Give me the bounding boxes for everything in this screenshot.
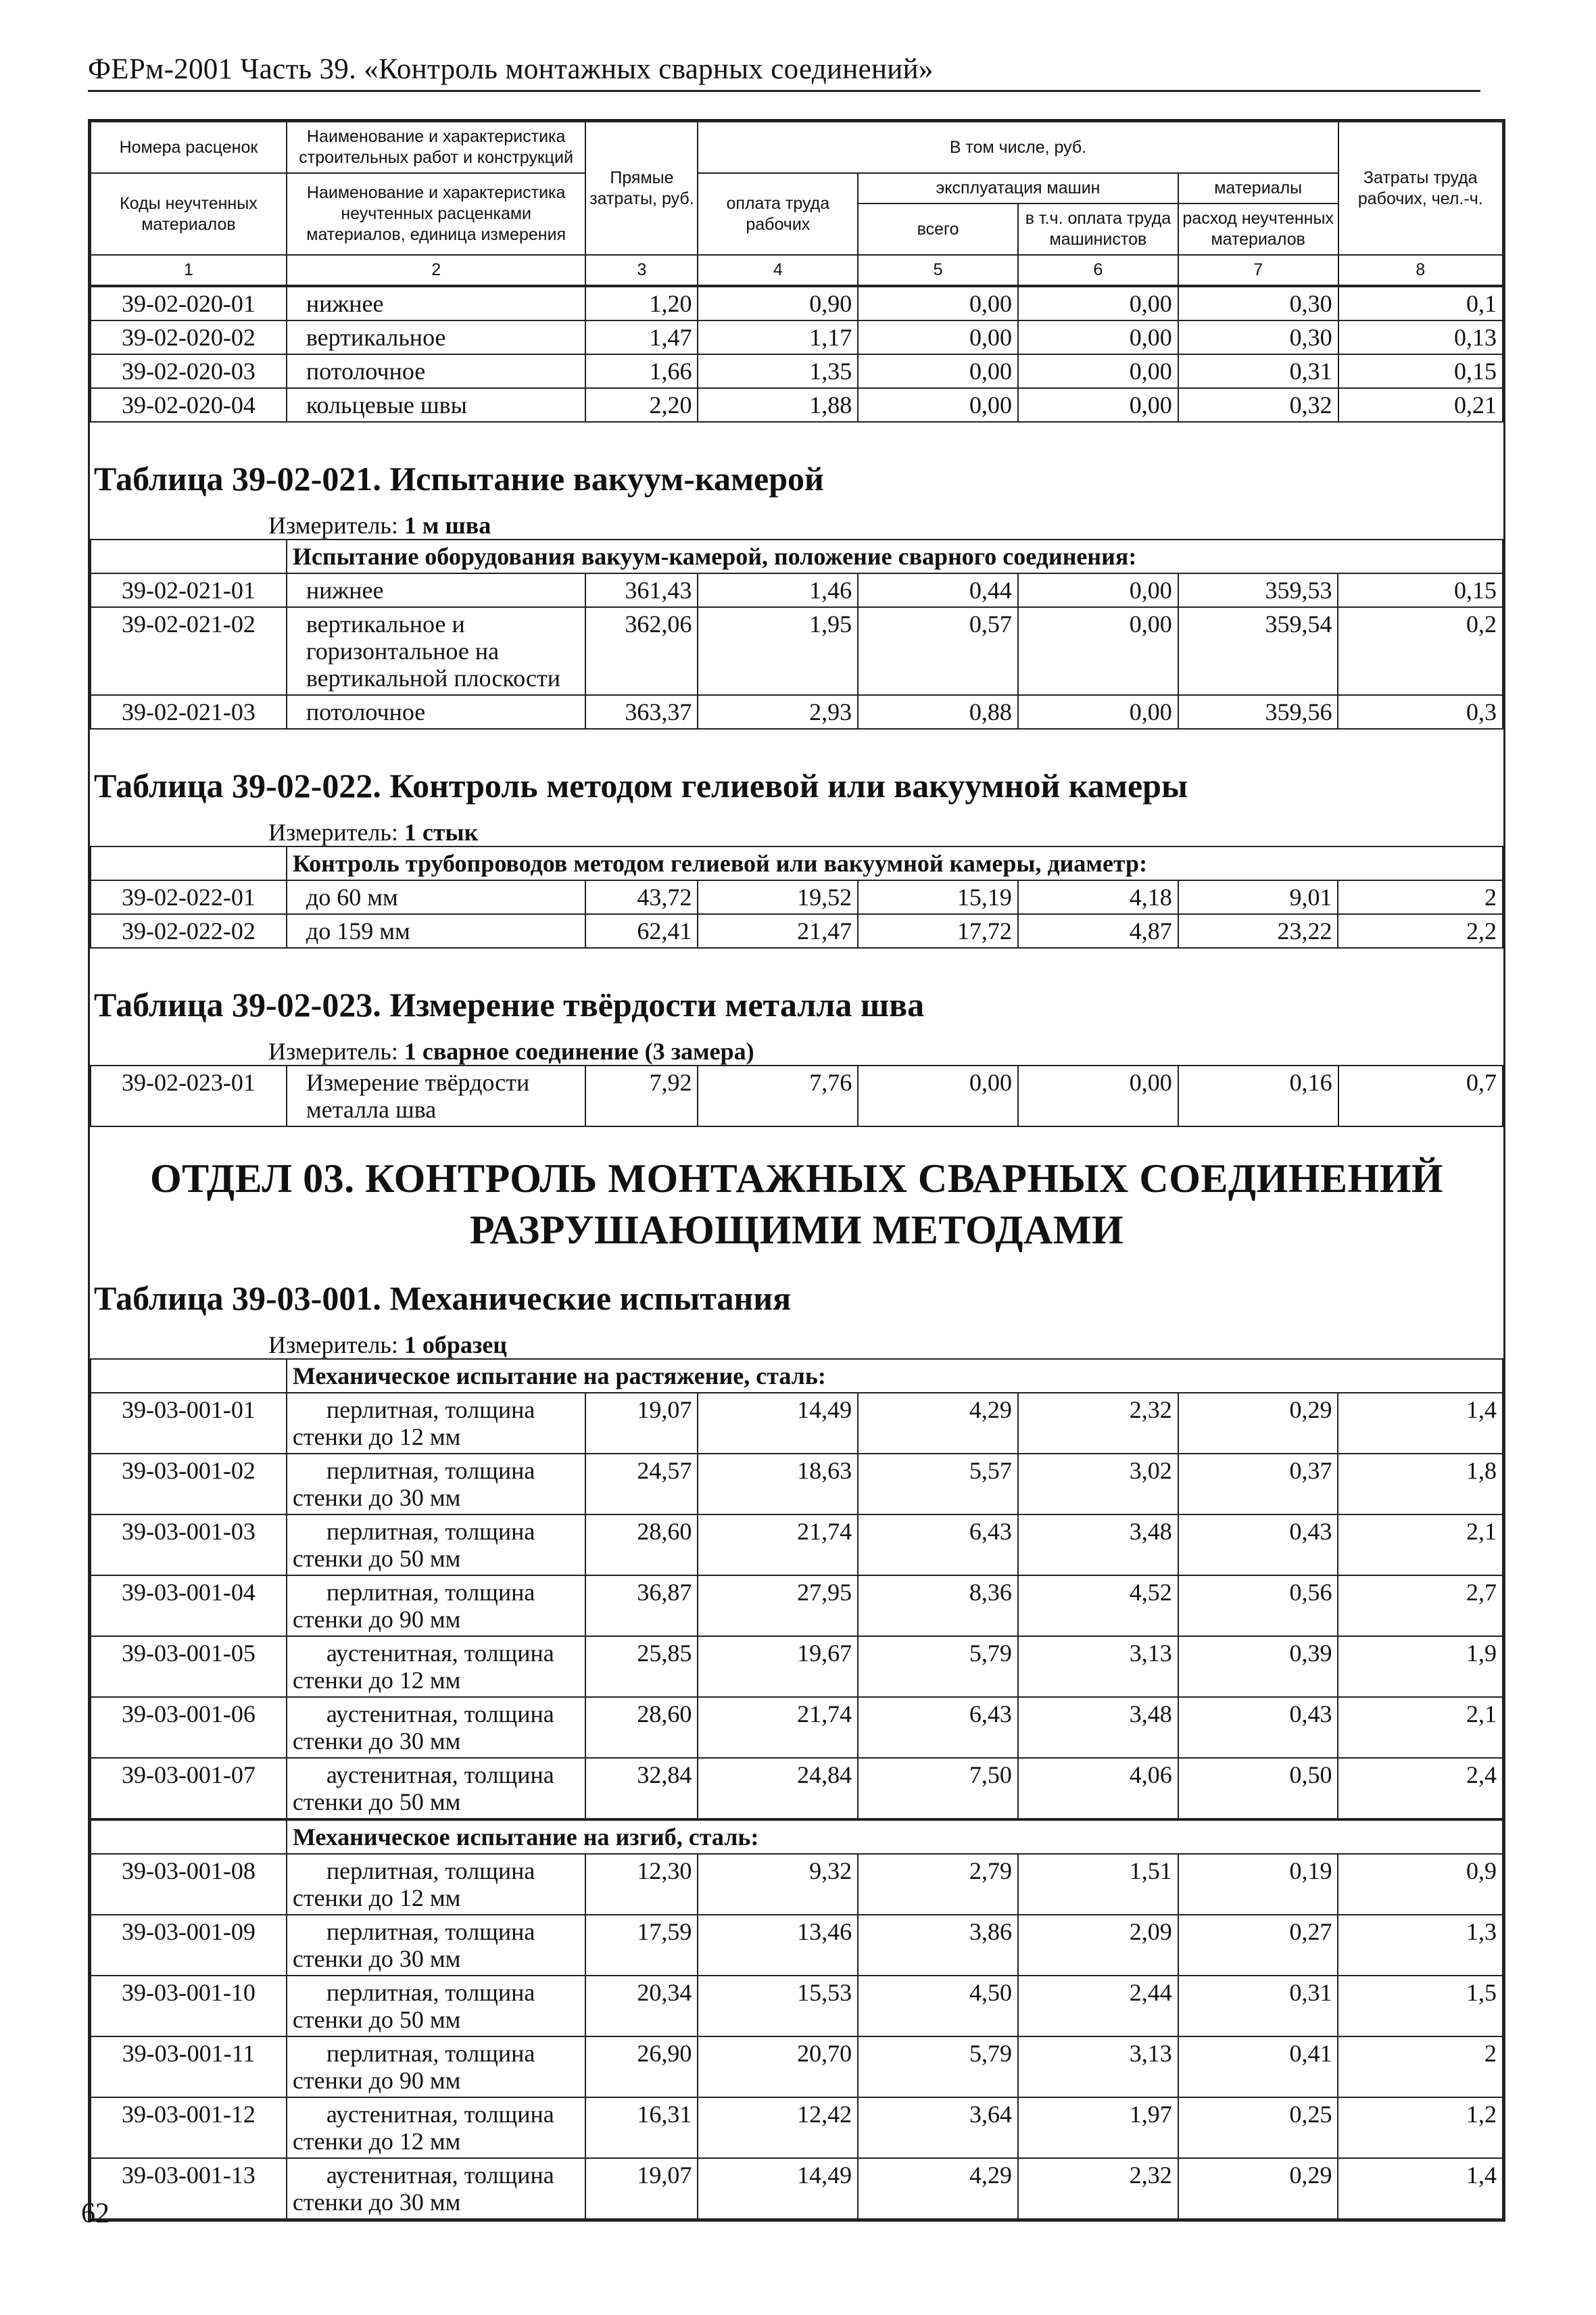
- worker-pay-value: 1,35: [698, 354, 858, 388]
- direct-costs-value: 12,30: [585, 1854, 698, 1915]
- operator-pay-value: 0,00: [1018, 695, 1178, 729]
- unit-line: [90, 819, 1497, 846]
- materials-cost-value: 0,32: [1178, 388, 1338, 422]
- table-row: [91, 1454, 1503, 1514]
- rate-code: 39-03-001-10: [91, 1976, 287, 2036]
- column-header-table: [90, 121, 1503, 286]
- work-name: перлитная, толщина стенки до 50 мм: [287, 1976, 586, 2036]
- column-number: 6: [1018, 255, 1178, 285]
- operator-pay-value: 0,00: [1018, 607, 1178, 695]
- subsection-heading-row: [91, 1820, 1503, 1854]
- section-39-03-001: [90, 1277, 1503, 1358]
- worker-pay-value: 0,90: [698, 287, 858, 320]
- table-39-02-020: [90, 286, 1503, 423]
- rate-code: 39-02-021-01: [91, 573, 287, 607]
- labor-hours-value: 0,7: [1338, 1066, 1503, 1126]
- rate-code: 39-03-001-07: [91, 1758, 287, 1819]
- work-name: нижнее: [287, 287, 586, 320]
- worker-pay-value: 19,67: [698, 1636, 858, 1697]
- unit-label: Измеритель:: [268, 1331, 398, 1358]
- work-name: перлитная, толщина стенки до 12 мм: [287, 1393, 586, 1454]
- materials-cost-value: 0,30: [1178, 287, 1338, 320]
- subsection-blank-cell: [91, 846, 287, 880]
- rate-code: 39-02-020-03: [91, 354, 287, 388]
- labor-hours-value: 1,5: [1338, 1976, 1503, 2036]
- direct-costs-value: 7,92: [585, 1066, 698, 1126]
- machines-total-value: 0,00: [858, 320, 1018, 354]
- work-name: аустенитная, толщина стенки до 50 мм: [287, 1758, 586, 1819]
- operator-pay-value: 0,00: [1018, 1066, 1178, 1126]
- direct-costs-value: 20,34: [585, 1976, 698, 2036]
- direct-costs-value: 25,85: [585, 1636, 698, 1697]
- column-number: 2: [287, 255, 586, 285]
- materials-cost-value: 0,30: [1178, 320, 1338, 354]
- direct-costs-value: 26,90: [585, 2036, 698, 2097]
- materials-cost-value: 0,29: [1178, 1393, 1338, 1454]
- rate-code: 39-02-021-03: [91, 695, 287, 729]
- worker-pay-value: 15,53: [698, 1976, 858, 2036]
- labor-hours-value: 1,4: [1338, 2158, 1503, 2219]
- table-39-02-021: [90, 539, 1503, 730]
- worker-pay-value: 13,46: [698, 1915, 858, 1976]
- worker-pay-value: 12,42: [698, 2097, 858, 2158]
- worker-pay-value: 21,74: [698, 1514, 858, 1575]
- work-name: перлитная, толщина стенки до 50 мм: [287, 1514, 586, 1575]
- direct-costs-value: 1,66: [585, 354, 698, 388]
- materials-cost-value: 0,19: [1178, 1854, 1338, 1915]
- table-39-02-022: [90, 846, 1503, 949]
- header-material-codes: Коды неучтенных материалов: [91, 173, 287, 255]
- machines-total-value: 4,50: [858, 1976, 1018, 2036]
- rate-code: 39-03-001-05: [91, 1636, 287, 1697]
- table-row: [91, 320, 1503, 354]
- direct-costs-value: 19,07: [585, 1393, 698, 1454]
- header-worker-pay: оплата труда рабочих: [698, 173, 858, 255]
- worker-pay-value: 1,88: [698, 388, 858, 422]
- machines-total-value: 8,36: [858, 1575, 1018, 1636]
- direct-costs-value: 32,84: [585, 1758, 698, 1819]
- rate-code: 39-03-001-11: [91, 2036, 287, 2097]
- subsection-heading-row: [91, 540, 1503, 573]
- worker-pay-value: 21,74: [698, 1697, 858, 1758]
- work-name: вертикальное: [287, 320, 586, 354]
- work-name: перлитная, толщина стенки до 90 мм: [287, 2036, 586, 2097]
- operator-pay-value: 2,09: [1018, 1915, 1178, 1976]
- labor-hours-value: 0,3: [1338, 695, 1503, 729]
- machines-total-value: 2,79: [858, 1854, 1018, 1915]
- header-rate-numbers: Номера расценок: [91, 122, 287, 173]
- work-name: перлитная, толщина стенки до 12 мм: [287, 1854, 586, 1915]
- column-number: 4: [698, 255, 858, 285]
- table-row: [91, 1976, 1503, 2036]
- labor-hours-value: 1,4: [1338, 1393, 1503, 1454]
- machines-total-value: 0,00: [858, 354, 1018, 388]
- operator-pay-value: 3,02: [1018, 1454, 1178, 1514]
- labor-hours-value: 0,1: [1338, 287, 1503, 320]
- direct-costs-value: 2,20: [585, 388, 698, 422]
- operator-pay-value: 0,00: [1018, 388, 1178, 422]
- materials-cost-value: 0,56: [1178, 1575, 1338, 1636]
- work-name: аустенитная, толщина стенки до 30 мм: [287, 1697, 586, 1758]
- table-row: [91, 1915, 1503, 1976]
- machines-total-value: 6,43: [858, 1697, 1018, 1758]
- work-name: перлитная, толщина стенки до 90 мм: [287, 1575, 586, 1636]
- table-row: [91, 287, 1503, 320]
- labor-hours-value: 1,3: [1338, 1915, 1503, 1976]
- table-row: [91, 1514, 1503, 1575]
- subsection-blank-cell: [91, 540, 287, 573]
- operator-pay-value: 4,52: [1018, 1575, 1178, 1636]
- table-row: [91, 1697, 1503, 1758]
- direct-costs-value: 1,20: [585, 287, 698, 320]
- worker-pay-value: 27,95: [698, 1575, 858, 1636]
- machines-total-value: 5,57: [858, 1454, 1018, 1514]
- column-number: 1: [91, 255, 287, 285]
- work-name: нижнее: [287, 573, 586, 607]
- operator-pay-value: 0,00: [1018, 287, 1178, 320]
- table-row: [91, 2158, 1503, 2219]
- materials-cost-value: 359,53: [1178, 573, 1338, 607]
- unit-line: [90, 1038, 1497, 1065]
- table-row: [91, 607, 1503, 695]
- worker-pay-value: 1,95: [698, 607, 858, 695]
- machines-total-value: 7,50: [858, 1758, 1018, 1819]
- materials-cost-value: 0,27: [1178, 1915, 1338, 1976]
- labor-hours-value: 2,1: [1338, 1514, 1503, 1575]
- work-name: кольцевые швы: [287, 388, 586, 422]
- subsection-heading: Механическое испытание на изгиб, сталь:: [287, 1820, 1503, 1854]
- direct-costs-value: 362,06: [585, 607, 698, 695]
- materials-cost-value: 359,54: [1178, 607, 1338, 695]
- table-39-03-001-bend: [90, 1819, 1503, 2220]
- labor-hours-value: 0,15: [1338, 354, 1503, 388]
- labor-hours-value: 2,7: [1338, 1575, 1503, 1636]
- unit-label: Измеритель:: [268, 819, 398, 846]
- unit-value: 1 м шва: [404, 512, 491, 539]
- machines-total-value: 3,86: [858, 1915, 1018, 1976]
- table-row: [91, 695, 1503, 729]
- work-name: аустенитная, толщина стенки до 30 мм: [287, 2158, 586, 2219]
- labor-hours-value: 0,9: [1338, 1854, 1503, 1915]
- materials-cost-value: 0,31: [1178, 1976, 1338, 2036]
- unit-value: 1 образец: [404, 1331, 508, 1358]
- operator-pay-value: 1,51: [1018, 1854, 1178, 1915]
- work-name: потолочное: [287, 695, 586, 729]
- labor-hours-value: 2: [1338, 2036, 1503, 2097]
- table-row: [91, 914, 1503, 948]
- operator-pay-value: 4,06: [1018, 1758, 1178, 1819]
- materials-cost-value: 23,22: [1178, 914, 1338, 948]
- worker-pay-value: 1,17: [698, 320, 858, 354]
- labor-hours-value: 1,9: [1338, 1636, 1503, 1697]
- direct-costs-value: 24,57: [585, 1454, 698, 1514]
- rate-code: 39-03-001-12: [91, 2097, 287, 2158]
- materials-cost-value: 0,25: [1178, 2097, 1338, 2158]
- operator-pay-value: 1,97: [1018, 2097, 1178, 2158]
- column-number: 8: [1338, 255, 1503, 285]
- work-name: аустенитная, толщина стенки до 12 мм: [287, 1636, 586, 1697]
- running-head: ФЕРм-2001 Часть 39. «Контроль монтажных сварных соединений»: [88, 53, 1480, 92]
- operator-pay-value: 3,48: [1018, 1514, 1178, 1575]
- header-including: В том числе, руб.: [698, 122, 1338, 173]
- section-39-02-021: [90, 423, 1503, 539]
- rate-code: 39-03-001-13: [91, 2158, 287, 2219]
- materials-cost-value: 0,39: [1178, 1636, 1338, 1697]
- section-39-02-023: [90, 949, 1503, 1065]
- machines-total-value: 0,00: [858, 287, 1018, 320]
- operator-pay-value: 3,13: [1018, 1636, 1178, 1697]
- operator-pay-value: 2,32: [1018, 1393, 1178, 1454]
- worker-pay-value: 21,47: [698, 914, 858, 948]
- subsection-blank-cell: [91, 1820, 287, 1854]
- machines-total-value: 0,88: [858, 695, 1018, 729]
- worker-pay-value: 20,70: [698, 2036, 858, 2097]
- direct-costs-value: 363,37: [585, 695, 698, 729]
- machines-total-value: 15,19: [858, 880, 1018, 914]
- operator-pay-value: 2,32: [1018, 2158, 1178, 2219]
- worker-pay-value: 9,32: [698, 1854, 858, 1915]
- header-direct-costs: Прямые затраты, руб.: [585, 122, 698, 255]
- rate-code: 39-03-001-02: [91, 1454, 287, 1514]
- unit-label: Измеритель:: [268, 1038, 398, 1065]
- unit-line: [90, 1331, 1497, 1358]
- machines-total-value: 17,72: [858, 914, 1018, 948]
- work-name: до 60 мм: [287, 880, 586, 914]
- subsection-blank-cell: [91, 1359, 287, 1393]
- table-title: Таблица 39-02-021. Испытание вакуум-камерой: [94, 460, 824, 498]
- rate-code: 39-02-020-02: [91, 320, 287, 354]
- work-name: вертикальное и горизонтальное на вертикальной плоскости: [287, 607, 586, 695]
- materials-cost-value: 9,01: [1178, 880, 1338, 914]
- operator-pay-value: 4,18: [1018, 880, 1178, 914]
- worker-pay-value: 1,46: [698, 573, 858, 607]
- unit-line: [90, 512, 1497, 539]
- materials-cost-value: 0,29: [1178, 2158, 1338, 2219]
- direct-costs-value: 361,43: [585, 573, 698, 607]
- operator-pay-value: 3,13: [1018, 2036, 1178, 2097]
- header-machines-total: всего: [858, 204, 1018, 255]
- table-row: [91, 2097, 1503, 2158]
- table-row: [91, 573, 1503, 607]
- machines-total-value: 0,00: [858, 1066, 1018, 1126]
- unit-value: 1 сварное соединение (3 замера): [404, 1038, 754, 1065]
- table-row: [91, 2036, 1503, 2097]
- operator-pay-value: 0,00: [1018, 320, 1178, 354]
- direct-costs-value: 16,31: [585, 2097, 698, 2158]
- department-heading: ОТДЕЛ 03. КОНТРОЛЬ МОНТАЖНЫХ СВАРНЫХ СОЕДИНЕНИЙ РАЗРУШАЮЩИМИ МЕТОДАМИ: [149, 1156, 1444, 1252]
- rate-code: 39-02-021-02: [91, 607, 287, 695]
- materials-cost-value: 0,50: [1178, 1758, 1338, 1819]
- direct-costs-value: 1,47: [585, 320, 698, 354]
- table-row: [91, 354, 1503, 388]
- column-number: 3: [585, 255, 698, 285]
- page-number: 62: [81, 2198, 110, 2229]
- rate-code: 39-03-001-04: [91, 1575, 287, 1636]
- rate-code: 39-03-001-03: [91, 1514, 287, 1575]
- table-title: Таблица 39-02-022. Контроль методом гелиевой или вакуумной камеры: [94, 767, 1188, 805]
- machines-total-value: 4,29: [858, 2158, 1018, 2219]
- worker-pay-value: 24,84: [698, 1758, 858, 1819]
- direct-costs-value: 19,07: [585, 2158, 698, 2219]
- table-row: [91, 1636, 1503, 1697]
- header-machines: эксплуатация машин: [858, 173, 1178, 204]
- machines-total-value: 0,44: [858, 573, 1018, 607]
- worker-pay-value: 18,63: [698, 1454, 858, 1514]
- table-row: [91, 1066, 1503, 1126]
- operator-pay-value: 0,00: [1018, 573, 1178, 607]
- operator-pay-value: 3,48: [1018, 1697, 1178, 1758]
- work-name: до 159 мм: [287, 914, 586, 948]
- worker-pay-value: 2,93: [698, 695, 858, 729]
- machines-total-value: 0,00: [858, 388, 1018, 422]
- header-work-name: Наименование и характеристика строительных работ и конструкций: [287, 122, 586, 173]
- table-39-02-023: [90, 1065, 1503, 1127]
- direct-costs-value: 36,87: [585, 1575, 698, 1636]
- materials-cost-value: 0,41: [1178, 2036, 1338, 2097]
- worker-pay-value: 19,52: [698, 880, 858, 914]
- table-row: [91, 880, 1503, 914]
- operator-pay-value: 2,44: [1018, 1976, 1178, 2036]
- machines-total-value: 5,79: [858, 2036, 1018, 2097]
- rate-code: 39-03-001-09: [91, 1915, 287, 1976]
- table-39-03-001-tension: [90, 1358, 1503, 1819]
- work-name: аустенитная, толщина стенки до 12 мм: [287, 2097, 586, 2158]
- worker-pay-value: 14,49: [698, 1393, 858, 1454]
- rate-code: 39-03-001-01: [91, 1393, 287, 1454]
- section-39-02-022: [90, 730, 1503, 846]
- rate-code: 39-03-001-06: [91, 1697, 287, 1758]
- header-materials: материалы: [1178, 173, 1338, 204]
- rate-code: 39-02-022-02: [91, 914, 287, 948]
- header-material-name: Наименование и характеристика неучтенных расценками материалов, единица измерения: [287, 173, 586, 255]
- subsection-heading: Испытание оборудования вакуум-камерой, положение сварного соединения:: [287, 540, 1503, 573]
- materials-cost-value: 0,31: [1178, 354, 1338, 388]
- header-labor-costs: Затраты труда рабочих, чел.-ч.: [1338, 122, 1503, 255]
- table-row: [91, 1758, 1503, 1819]
- operator-pay-value: 4,87: [1018, 914, 1178, 948]
- rate-code: 39-03-001-08: [91, 1854, 287, 1915]
- column-numbers-row: [91, 255, 1503, 285]
- table-row: [91, 1575, 1503, 1636]
- direct-costs-value: 43,72: [585, 880, 698, 914]
- unit-label: Измеритель:: [268, 512, 398, 539]
- subsection-heading: Механическое испытание на растяжение, сталь:: [287, 1359, 1503, 1393]
- machines-total-value: 4,29: [858, 1393, 1018, 1454]
- labor-hours-value: 2,4: [1338, 1758, 1503, 1819]
- direct-costs-value: 28,60: [585, 1514, 698, 1575]
- work-name: перлитная, толщина стенки до 30 мм: [287, 1915, 586, 1976]
- materials-cost-value: 0,43: [1178, 1514, 1338, 1575]
- labor-hours-value: 1,2: [1338, 2097, 1503, 2158]
- header-material-use: расход неучтенных материалов: [1178, 204, 1338, 255]
- column-number: 7: [1178, 255, 1338, 285]
- work-name: потолочное: [287, 354, 586, 388]
- machines-total-value: 3,64: [858, 2097, 1018, 2158]
- worker-pay-value: 7,76: [698, 1066, 858, 1126]
- machines-total-value: 5,79: [858, 1636, 1018, 1697]
- labor-hours-value: 2,1: [1338, 1697, 1503, 1758]
- document-frame: [88, 119, 1505, 2222]
- machines-total-value: 0,57: [858, 607, 1018, 695]
- header-operator-pay: в т.ч. оплата труда машинистов: [1018, 204, 1178, 255]
- materials-cost-value: 359,56: [1178, 695, 1338, 729]
- machines-total-value: 6,43: [858, 1514, 1018, 1575]
- subsection-heading: Контроль трубопроводов методом гелиевой или вакуумной камеры, диаметр:: [287, 846, 1503, 880]
- materials-cost-value: 0,37: [1178, 1454, 1338, 1514]
- direct-costs-value: 62,41: [585, 914, 698, 948]
- labor-hours-value: 2,2: [1338, 914, 1503, 948]
- table-row: [91, 1393, 1503, 1454]
- labor-hours-value: 2: [1338, 880, 1503, 914]
- subsection-heading-row: [91, 846, 1503, 880]
- labor-hours-value: 0,15: [1338, 573, 1503, 607]
- labor-hours-value: 0,2: [1338, 607, 1503, 695]
- table-title: Таблица 39-02-023. Измерение твёрдости металла шва: [94, 986, 925, 1024]
- table-row: [91, 388, 1503, 422]
- labor-hours-value: 1,8: [1338, 1454, 1503, 1514]
- column-number: 5: [858, 255, 1018, 285]
- labor-hours-value: 0,21: [1338, 388, 1503, 422]
- work-name: перлитная, толщина стенки до 30 мм: [287, 1454, 586, 1514]
- subsection-heading-row: [91, 1359, 1503, 1393]
- materials-cost-value: 0,16: [1178, 1066, 1338, 1126]
- rate-code: 39-02-022-01: [91, 880, 287, 914]
- table-title: Таблица 39-03-001. Механические испытания: [94, 1279, 792, 1317]
- worker-pay-value: 14,49: [698, 2158, 858, 2219]
- table-row: [91, 1854, 1503, 1915]
- rate-code: 39-02-023-01: [91, 1066, 287, 1126]
- direct-costs-value: 28,60: [585, 1697, 698, 1758]
- rate-code: 39-02-020-04: [91, 388, 287, 422]
- rate-code: 39-02-020-01: [91, 287, 287, 320]
- unit-value: 1 стык: [404, 819, 479, 846]
- work-name: Измерение твёрдости металла шва: [287, 1066, 586, 1126]
- materials-cost-value: 0,43: [1178, 1697, 1338, 1758]
- direct-costs-value: 17,59: [585, 1915, 698, 1976]
- operator-pay-value: 0,00: [1018, 354, 1178, 388]
- labor-hours-value: 0,13: [1338, 320, 1503, 354]
